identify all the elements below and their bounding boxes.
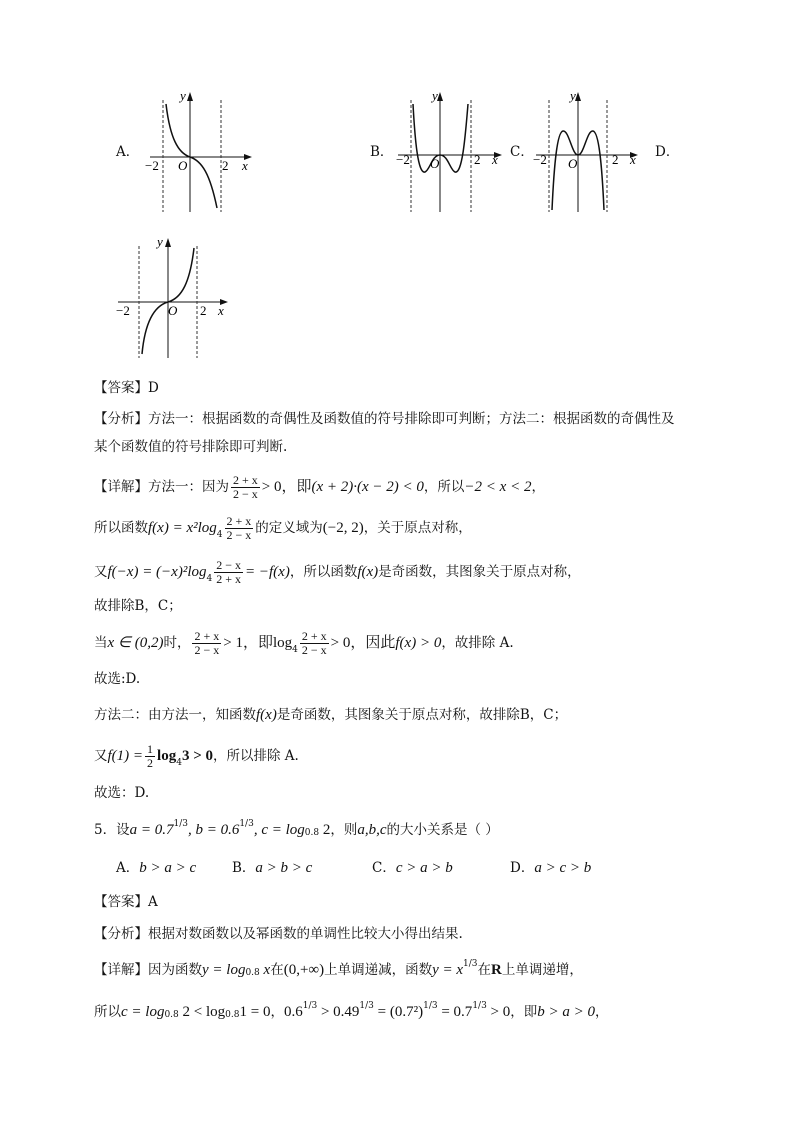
q4-d1-d: ，所以 [423, 479, 465, 495]
q5-e2-f: 0.6 [283, 1004, 303, 1020]
q4-d5-f: f(x) > 0 [395, 635, 442, 651]
q4-d3-e: f(x) [357, 564, 379, 580]
q5-stem [94, 820, 499, 840]
q5-option-d-label: D． [510, 860, 535, 876]
q5-b-def: , b = 0.6 [187, 822, 240, 838]
q4-detail-tag: 【详解】 [94, 479, 148, 495]
q5-option-b-label: B． [232, 860, 256, 876]
q4-d5-frac1 [192, 630, 221, 657]
q4-d7-c: 是奇函数，其图象关于原点对称，故排除B，C； [276, 707, 568, 723]
graph-c-origin: O [568, 156, 578, 171]
graph-c-x: x [630, 152, 636, 167]
q4-d1-c: (x + 2)·(x − 2) < 0 [311, 479, 424, 495]
q4-detail-line6: 故选:D. [94, 671, 141, 687]
q4-detail-line8 [94, 743, 299, 770]
q4-analysis-tag: 【分析】 [94, 411, 148, 427]
q4-d7-a: 方法二：由方法一，知函数 [94, 707, 256, 723]
q5-option-a [116, 858, 196, 878]
q4-d8-frac-den: 2 [147, 756, 154, 770]
graph-c [530, 86, 650, 214]
q5-e1-i: R [491, 962, 502, 978]
q4-d2-frac [225, 515, 254, 542]
q5-a-exp: 1/3 [173, 819, 188, 829]
q4-analysis-line1 [94, 409, 675, 429]
q5-e2-exp1: 1/3 [302, 1001, 318, 1011]
q5-stem-a: 5．设 [94, 822, 130, 838]
q5-c-def: , c = log [253, 822, 305, 838]
graph-d-y: y [157, 234, 163, 249]
graph-b [392, 86, 512, 214]
graph-d-origin: O [168, 303, 178, 318]
option-b-label: B． [370, 144, 394, 160]
q4-d3-d: ，所以函数 [289, 564, 358, 580]
graph-c-y: y [570, 88, 576, 103]
q4-detail-line5 [94, 630, 514, 657]
q5-e2-i: = 0.7 [437, 1004, 473, 1020]
q5-option-c-label: C． [372, 860, 396, 876]
q5-e1-f: 上单调递减，函数 [324, 962, 433, 978]
q4-detail-line9: 故选：D. [94, 785, 150, 801]
q4-d3-a: 又 [94, 564, 108, 580]
q5-e2-exp4: 1/3 [472, 1001, 487, 1011]
q5-option-a-label: A． [116, 860, 140, 876]
q4-d2-e: ，关于原点对称， [363, 520, 472, 536]
q5-e2-b: c = log [121, 1004, 165, 1020]
q5-e2-l: b > a > 0 [537, 1004, 596, 1020]
q5-option-c [372, 858, 453, 878]
q5-e1-b: y = log [202, 962, 246, 978]
q4-d2-frac-den: 2 − x [226, 528, 252, 542]
graph-d [112, 232, 238, 360]
q4-analysis-text1: 方法一：根据函数的奇偶性及函数值的符号排除即可判断；方法二：根据函数的奇偶性及 [148, 411, 675, 427]
q4-detail-line2 [94, 515, 472, 542]
q5-c-base: 0.8 [304, 828, 320, 838]
graph-a-x: x [242, 158, 248, 173]
q5-detail-tag: 【详解】 [94, 962, 148, 978]
q5-e1-base: 0.8 [245, 968, 260, 978]
graph-a-neg2: −2 [145, 158, 159, 173]
q4-d3-c: = −f(x) [245, 564, 290, 580]
q4-d5-a: 当 [94, 635, 108, 651]
q5-e1-a: 因为函数 [148, 962, 202, 978]
q4-d8-frac-num: 1 [147, 742, 154, 756]
q4-d1-frac [231, 474, 260, 501]
q5-option-c-text: c > a > b [395, 860, 453, 876]
q5-a-def: a = 0.7 [129, 822, 174, 838]
q5-e1-h: 在 [477, 962, 492, 978]
q5-e2-c: 2 < log [178, 1004, 226, 1020]
q5-detail-line2 [94, 1002, 609, 1022]
q5-e2-g: > 0.49 [317, 1004, 360, 1020]
graph-a-two: 2 [222, 158, 229, 173]
q4-d1-f: ， [531, 479, 545, 495]
q5-e2-m: ， [595, 1004, 609, 1020]
q4-d8-d: 3 > 0 [181, 748, 213, 764]
graph-c-neg2: −2 [533, 152, 547, 167]
q4-d8-e: ，所以排除 A. [213, 748, 299, 764]
q4-d8-b: f(1) = [107, 748, 144, 764]
graph-a [140, 86, 260, 214]
graph-a-y: y [180, 88, 186, 103]
q4-detail-line1 [94, 474, 545, 501]
q5-e1-c: x [259, 962, 271, 978]
q5-e2-h: = (0.7²) [373, 1004, 424, 1020]
q4-analysis-line2: 某个函数值的符号排除即可判断. [94, 439, 288, 455]
q4-d2-base: 4 [216, 530, 223, 540]
q5-option-b [232, 858, 312, 878]
q5-e1-d: 在 [270, 962, 284, 978]
q4-d2-a: 所以函数 [94, 520, 148, 536]
q5-e2-e: ， [270, 1004, 284, 1020]
q5-answer-value: A [148, 894, 158, 910]
q5-e1-j: 上单调递增， [501, 962, 583, 978]
graph-d-x: x [218, 303, 224, 318]
q4-d2-b: f(x) = x²log [148, 520, 217, 536]
q5-e2-j: > 0 [486, 1004, 511, 1020]
q4-d5-frac1-den: 2 − x [194, 643, 220, 657]
q5-option-d [510, 858, 591, 878]
q4-d8-c: log [157, 748, 177, 764]
q5-stem-c: 的大小关系是（ ） [386, 822, 499, 838]
q4-d5-g: ，故排除 A. [441, 635, 514, 651]
q4-d1-frac-den: 2 − x [233, 487, 258, 501]
graph-c-two: 2 [612, 152, 619, 167]
q4-d5-frac1-num: 2 + x [194, 629, 220, 643]
q5-analysis [94, 924, 463, 944]
q5-e2-base2: 0.8 [225, 1010, 240, 1020]
q5-e2-exp2: 1/3 [359, 1001, 374, 1011]
graph-a-origin: O [178, 158, 188, 173]
q5-e1-g: y = x [432, 962, 464, 978]
q4-d7-b: f(x) [256, 707, 277, 723]
q5-e2-base1: 0.8 [164, 1010, 179, 1020]
q4-detail-line7 [94, 705, 567, 725]
graph-d-two: 2 [200, 303, 207, 318]
graph-b-origin: O [430, 156, 440, 171]
q5-b-exp: 1/3 [239, 819, 254, 829]
q4-d1-b: > 0，即 [261, 479, 312, 495]
q4-d1-frac-num: 2 + x [233, 473, 258, 487]
q5-answer-tag: 【答案】 [94, 894, 148, 910]
q5-detail-line1 [94, 960, 583, 980]
q5-e1-e: (0,+∞) [283, 962, 325, 978]
q4-d8-frac [145, 743, 155, 770]
q4-d8-base: 4 [176, 758, 182, 768]
q5-e2-exp3: 1/3 [423, 1001, 438, 1011]
q5-e1-exp: 1/3 [463, 959, 478, 969]
q5-option-b-text: a > b > c [255, 860, 313, 876]
q4-d5-frac2 [300, 630, 329, 657]
graph-b-neg2: −2 [396, 152, 410, 167]
q5-analysis-tag: 【分析】 [94, 926, 148, 942]
q5-option-d-text: a > c > b [534, 860, 592, 876]
q5-answer [94, 892, 158, 912]
q4-d5-e: > 0，因此 [330, 635, 396, 651]
q4-d8-a: 又 [94, 748, 108, 764]
q5-abc: a,b,c [357, 822, 387, 838]
q4-d2-frac-num: 2 + x [226, 514, 252, 528]
q4-d5-base: 4 [292, 645, 298, 655]
q4-d5-frac2-den: 2 − x [301, 643, 327, 657]
q4-d3-frac [214, 559, 243, 586]
graph-b-two: 2 [474, 152, 481, 167]
q4-answer [94, 378, 159, 398]
q4-d3-base: 4 [206, 574, 213, 584]
q5-stem-b: ，则 [330, 822, 358, 838]
q5-analysis-text: 根据对数函数以及幂函数的单调性比较大小得出结果. [148, 926, 463, 942]
q4-d1-e: −2 < x < 2 [464, 479, 532, 495]
q4-d3-b: f(−x) = (−x)²log [107, 564, 207, 580]
q4-d3-frac-num: 2 − x [216, 558, 242, 572]
q5-e2-k: ，即 [510, 1004, 538, 1020]
q4-d5-frac2-num: 2 + x [301, 629, 327, 643]
q4-answer-tag: 【答案】 [94, 380, 148, 396]
q4-detail-line4: 故排除B，C； [94, 598, 182, 614]
option-d-label-top: D． [655, 144, 680, 160]
graph-b-y: y [432, 88, 438, 103]
q4-d2-d: (−2, 2) [322, 520, 364, 536]
q5-e2-a: 所以 [94, 1004, 121, 1020]
q4-answer-value: D [148, 380, 159, 396]
q4-d5-b: x ∈ (0,2) [107, 635, 164, 651]
q4-d5-c: 时， [163, 635, 191, 651]
q4-detail-line3 [94, 559, 581, 586]
q5-e2-d: 1 = 0 [239, 1004, 271, 1020]
option-c-label: C． [510, 144, 534, 160]
q4-d5-d: > 1，即log [223, 635, 293, 651]
q4-d1-a: 方法一：因为 [148, 479, 229, 495]
q4-d3-frac-den: 2 + x [216, 572, 242, 586]
graph-b-x: x [492, 152, 498, 167]
graph-d-neg2: −2 [116, 303, 130, 318]
q4-d2-c: 的定义域为 [255, 520, 323, 536]
q4-d3-f: 是奇函数，其图象关于原点对称， [378, 564, 581, 580]
option-a-label: A． [116, 144, 140, 160]
q5-option-a-text: b > a > c [139, 860, 197, 876]
q5-c-arg: 2 [319, 822, 331, 838]
